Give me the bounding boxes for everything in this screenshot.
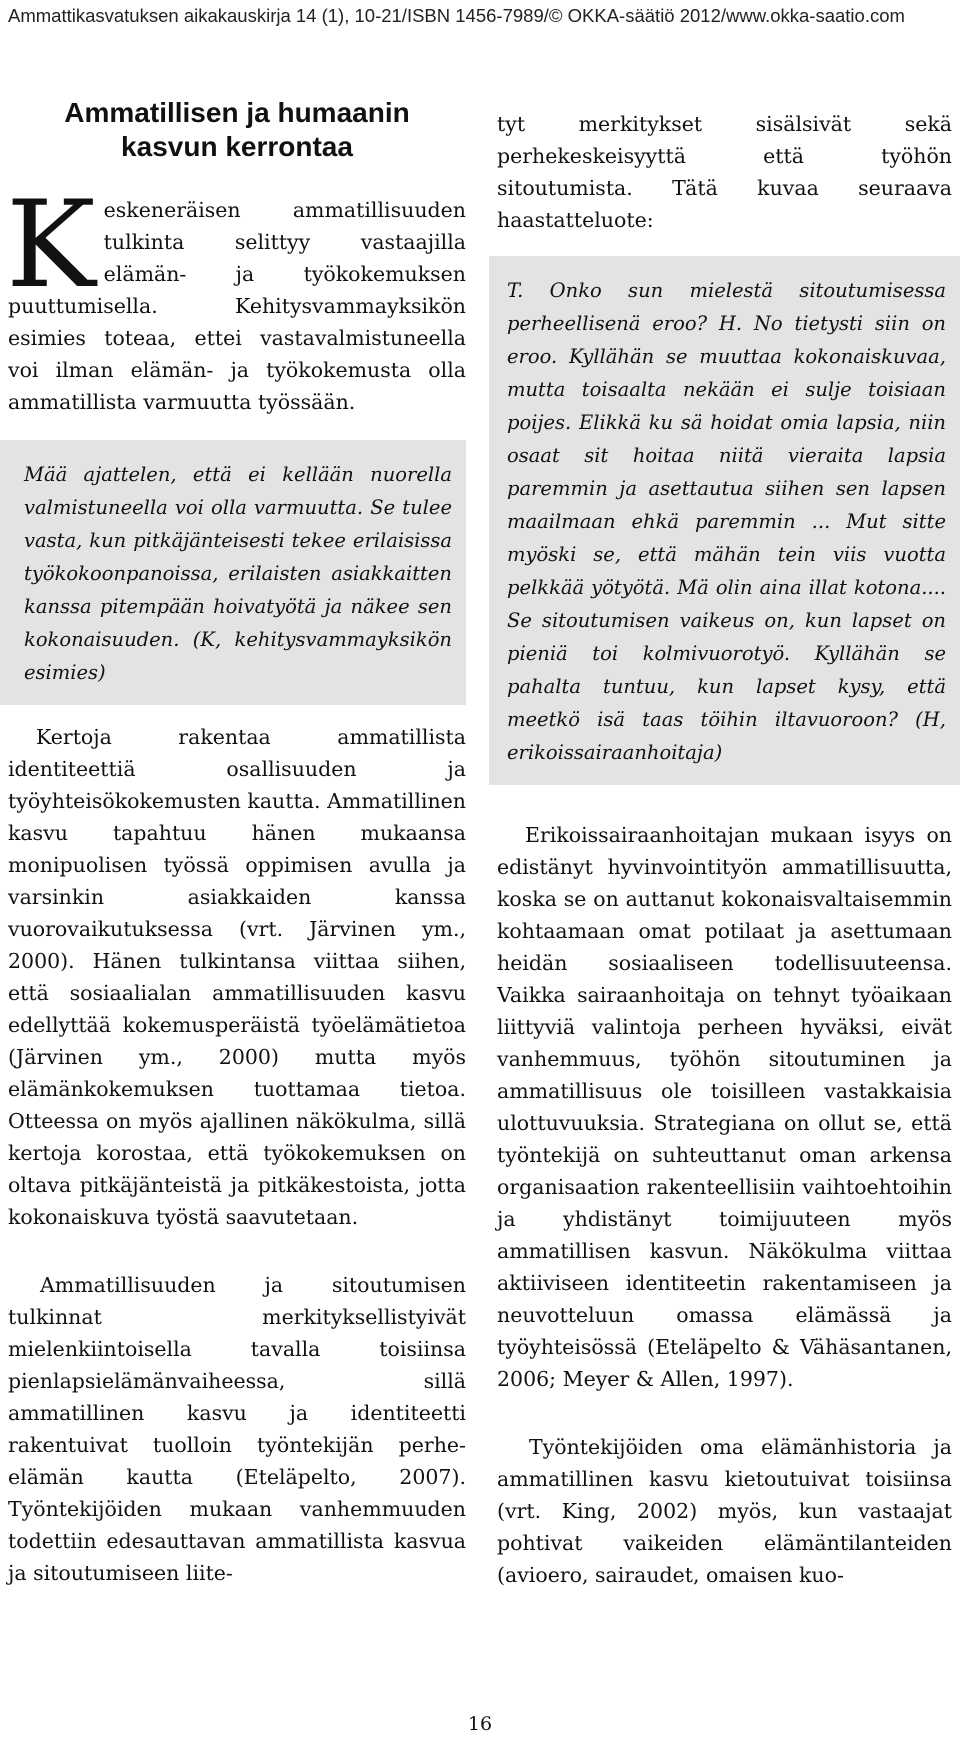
paragraph: Erikoissairaanhoitajan mukaan isyys on edistänyt hyvinvointityön ammatillisuutta, koska se on auttanut kokonaisvaltaisemmin kohtaamaan omat potilaat ja asettumaan heidän sosiaaliseen todellisuuteensa. Vaikka sairaanhoitaja on tehnyt työaikaan liittyviä valintoja perheen hyväksi, eivät vanhemmuus, työhön sitoutuminen ja ammatillisuus ole toisilleen vastakkaisia ulottuvuuksia. Strategiana on ollut se, että työntekijä on suhteuttanut oman arkensa organisaation rakenteellisiin vaihtoehtoihin ja yhdistänyt toimijuuteen myös ammatillisen kasvun. Näkökulma viittaa aktiiviseen identiteetin rakentamiseen ja neuvotteluun omassa elämässä ja työyhteisössä (Eteläpelto & Vähäsantanen, 2006; Meyer & Allen, 1997). xyxy=(497,823,952,1391)
right-column xyxy=(497,108,952,1591)
paragraph: Kertoja rakentaa ammatillista identiteettiä osallisuuden ja työyhteisökokemusten kautta. Ammatillinen kasvu tapahtuu hänen mukaansa monipuolisen työssä oppimisen avulla ja varsinkin asiakkaiden kanssa vuorovaikutuksessa (vrt. Järvinen ym., 2000). Hänen tulkintansa viittaa siihen, että sosiaalialan ammatillisuuden kasvu edellyttää kokemusperäistä työelämätietoa (Järvinen ym., 2000) mutta myös elämänkokemuksen tuottamaa tietoa. Otteessa on myös ajallinen näkökulma, sillä kertoja korostaa, että työkokemuksen on oltava pitkäjänteistä ja pitkäkestoista, jotta kokonaiskuva työstä saavutetaan. xyxy=(8,725,466,1229)
intro-paragraph xyxy=(6,176,466,418)
interview-quote-1: Mää ajattelen, että ei kellään nuorella valmistuneella voi olla varmuutta. Se tulee vasta, kun pitkäjänteisesti tekee erilaisissa työkokoonpanoissa, erilaisten asiakkaitten kanssa pitempään hoivatyötä ja näkee sen kokonaisuuden. (K, kehitysvammayksikön esimies) xyxy=(0,440,466,705)
left-column xyxy=(8,96,466,1589)
interview-quote-2: T. Onko sun mielestä sitoutumisessa perheellisenä eroo? H. No tietysti siin on eroo. Kyllähän se muuttaa kokonaiskuvaa, mutta toisaalta nekään ei sulje toisiaan poijes. Elikkä ku sä hoidat omia lapsia, niin osaat sit hoitaa niitä vieraita lapsia paremmin ja asettautua siihen sen lapsen maailmaan ehkä paremmin ... Mut sitte myöski se, että mähän tein viis vuotta pelkkää yötyötä. Mä olin aina illat kotona.... Se sitoutumisen vaikeus on, kun lapset on pieniä toi kolmivuorotyö. Kyllähän se pahalta tuntuu, kun lapset kysy, että meetkö isä taas töihin iltavuoroon? (H, erikoissairaanhoitaja) xyxy=(489,256,960,785)
paragraph: Ammatillisuuden ja sitoutumisen tulkinnat merkityksellistyivät mielenkiintoisella tavalla toisiinsa pienlapsielämänvaiheessa, sillä ammatillinen kasvu ja identiteetti rakentuivat tuolloin työntekijän perhe-elämän kautta (Eteläpelto, 2007). Työntekijöiden mukaan vanhemmuuden todettiin edesauttavan ammatillista kasvua ja sitoutumiseen liite- xyxy=(8,1273,466,1585)
paragraph: Työntekijöiden oma elämänhistoria ja ammatillinen kasvu kietoutuivat toisiinsa (vrt. King, 2002) myös, kun vastaajat pohtivat vaikeiden elämäntilanteiden (avioero, sairaudet, omaisen kuo- xyxy=(497,1435,952,1587)
paragraph: tyt merkitykset sisälsivät sekä perhekeskeisyyttä että työhön sitoutumista. Tätä kuvaa seuraava haastatteluote: xyxy=(497,112,952,232)
page-number: 16 xyxy=(467,1713,493,1735)
drop-cap: K xyxy=(6,176,96,315)
running-head: Ammattikasvatuksen aikakauskirja 14 (1), 10-21/ISBN 1456-7989/© OKKA-säätiö 2012/www.okka-saatio.com xyxy=(8,5,905,26)
intro-text: eskeneräisen ammatillisuuden tulkinta selittyy vastaajilla elämän- ja työkokemuksen puuttumisella. Kehitysvammayksikön esimies toteaa, ettei vastavalmistuneella voi ilman elämän- ja työkokemusta olla ammatillista varmuutta työssään. xyxy=(8,198,466,414)
article-title: Ammatillisen ja humaanin kasvun kerrontaa xyxy=(64,97,410,162)
